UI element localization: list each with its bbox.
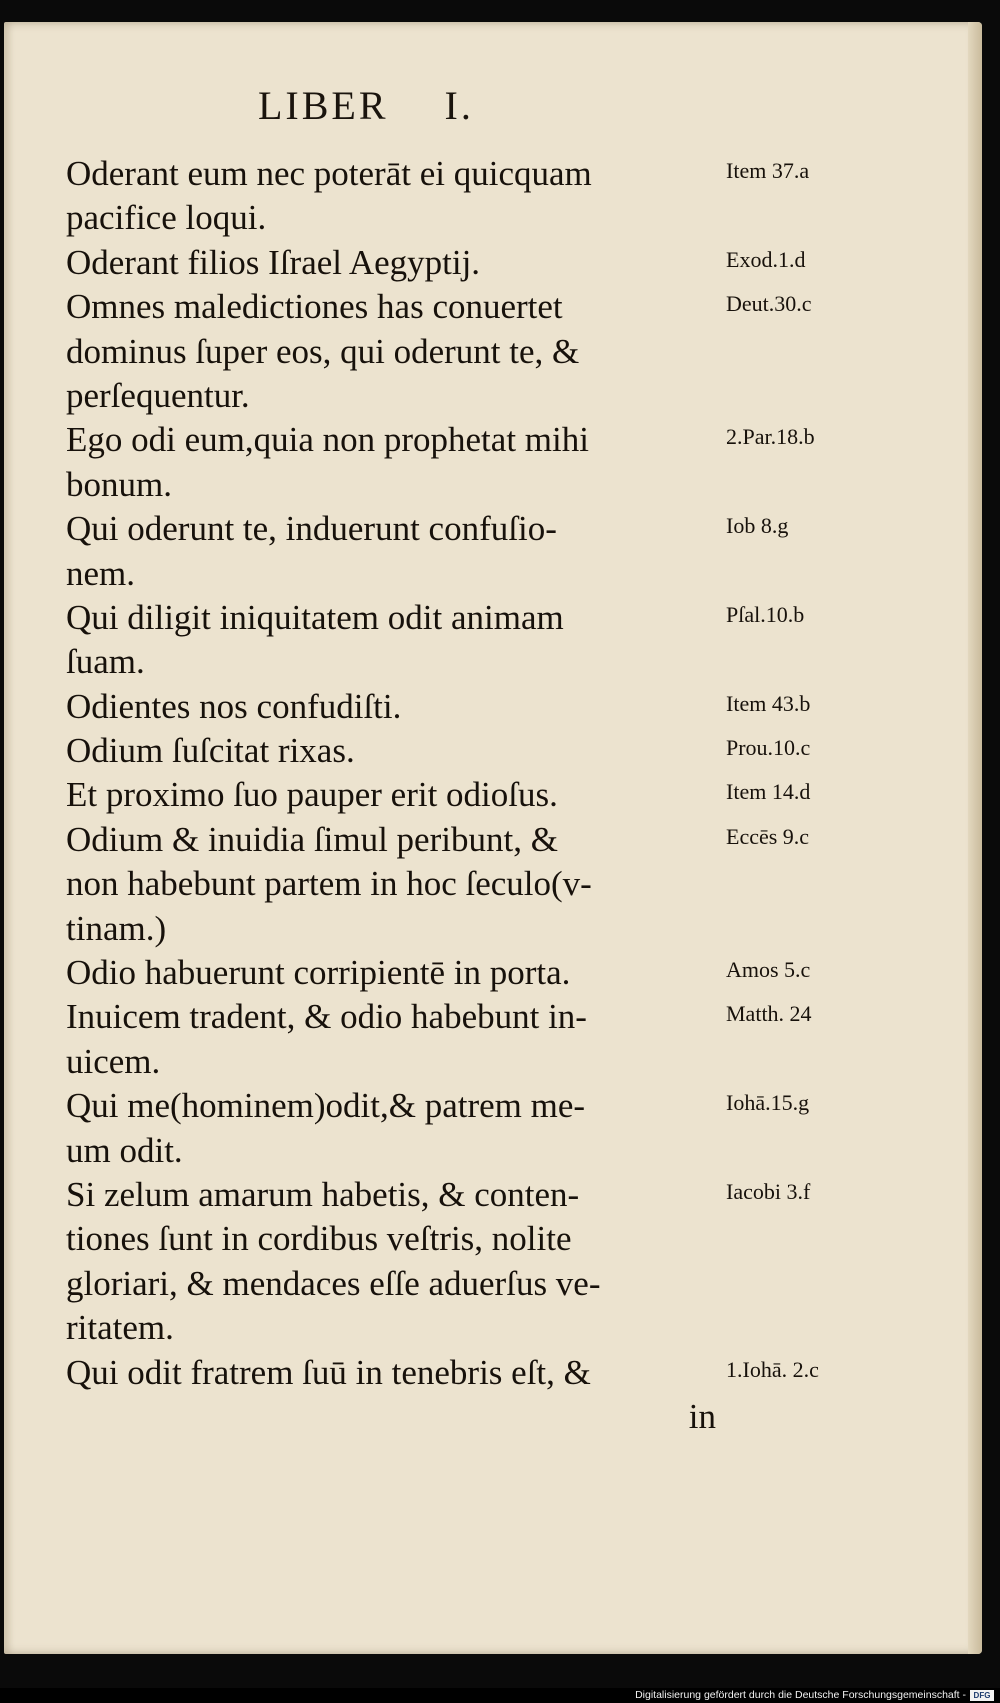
marginal-reference: Item 43.b [726, 690, 811, 716]
entry-list [66, 152, 986, 1439]
running-head-title: LIBER [258, 83, 389, 128]
entry-text-line: dominus ſuper eos, qui oderunt te, & [66, 331, 580, 371]
entry-text-line: Et proximo ſuo pauper erit odioſus. [66, 775, 558, 815]
catchword: in [688, 1396, 716, 1436]
marginal-reference: Item 37.a [726, 158, 810, 183]
entry-text-line: tinam.) [66, 908, 167, 948]
entry-text-line: Omnes maledictiones has conuertet [66, 287, 563, 327]
entry [66, 729, 986, 773]
entry [66, 1084, 986, 1173]
entry-text-line: Qui me(hominem)odit,& patrem me- [66, 1086, 586, 1126]
marginal-reference: 2.Par.18.b [726, 424, 815, 450]
entry-text-line: ritatem. [66, 1308, 174, 1348]
running-head-numeral: I. [444, 83, 474, 128]
entry-text-line: Ego odi eum,quia non prophetat mihi [66, 420, 589, 460]
entry-text-line: tiones ſunt in cordibus veſtris, nolite [66, 1219, 572, 1259]
entry [66, 995, 986, 1084]
entry [66, 1173, 986, 1351]
entry-text-line: Oderant eum nec poterāt ei quicquam [66, 154, 592, 193]
entry [66, 773, 986, 817]
entry-text-line: Oderant filios Iſrael Aegyptij. [66, 242, 481, 282]
entry-text-line: perſequentur. [66, 375, 250, 415]
marginal-reference: Iob 8.g [726, 513, 789, 539]
entry-text-line: Odio habuerunt corripientē in porta. [66, 953, 571, 993]
entry-text-line: um odit. [66, 1130, 183, 1170]
marginal-reference: Matth. 24 [726, 1001, 812, 1027]
marginal-reference: Deut.30.c [726, 291, 812, 317]
marginal-reference: Iacobi 3.f [726, 1178, 811, 1204]
entry-text-line: Odientes nos confudiſti. [66, 686, 402, 726]
catchword-row [66, 1395, 986, 1439]
marginal-reference: Exod.1.d [726, 246, 806, 272]
entry-text-line: Qui oderunt te, induerunt confuſio- [66, 509, 557, 549]
entry [66, 285, 986, 418]
marginal-reference: Iohā.15.g [726, 1090, 810, 1116]
entry-text-line: nem. [66, 553, 136, 593]
entry-text-line: Odium ſuſcitat rixas. [66, 731, 355, 771]
marginal-reference: Amos 5.c [726, 957, 811, 983]
marginal-reference: 1.Iohā. 2.c [726, 1356, 819, 1382]
entry-text-line: gloriari, & mendaces eſſe aduerſus ve- [66, 1263, 601, 1303]
running-head [258, 82, 474, 129]
entry [66, 818, 986, 951]
entry [66, 1351, 986, 1395]
entry-text-line: ſuam. [66, 642, 145, 682]
entry [66, 507, 986, 596]
entry-text-line: uicem. [66, 1041, 161, 1081]
entry-text-line: Odium & inuidia ſimul peribunt, & [66, 819, 558, 859]
entry-text-line: pacifice loqui. [66, 198, 267, 238]
marginal-reference: Item 14.d [726, 779, 811, 805]
entry [66, 241, 986, 285]
marginal-reference: Prou.10.c [726, 735, 811, 761]
entry [66, 951, 986, 995]
entry-text-line: Qui odit fratrem ſuū in tenebris eſt, & [66, 1352, 591, 1392]
dfg-logo: DFG [970, 1690, 994, 1701]
entry-text-line: Inuicem tradent, & odio habebunt in- [66, 997, 587, 1037]
entry [66, 685, 986, 729]
entry-text-line: Si zelum amarum habetis, & conten- [66, 1174, 580, 1214]
marginal-reference: Eccēs 9.c [726, 823, 810, 849]
entry [66, 596, 986, 685]
marginal-reference: Pſal.10.b [726, 601, 805, 627]
footer-credit: Digitalisierung gefördert durch die Deutsche Forschungsgemeinschaft - [635, 1689, 966, 1701]
entry [66, 152, 986, 241]
entry-text-line: bonum. [66, 464, 172, 504]
entry-text-line: Qui diligit iniquitatem odit animam [66, 597, 564, 637]
entry-text-line: non habebunt partem in hoc ſeculo(v- [66, 864, 592, 904]
entry [66, 418, 986, 507]
